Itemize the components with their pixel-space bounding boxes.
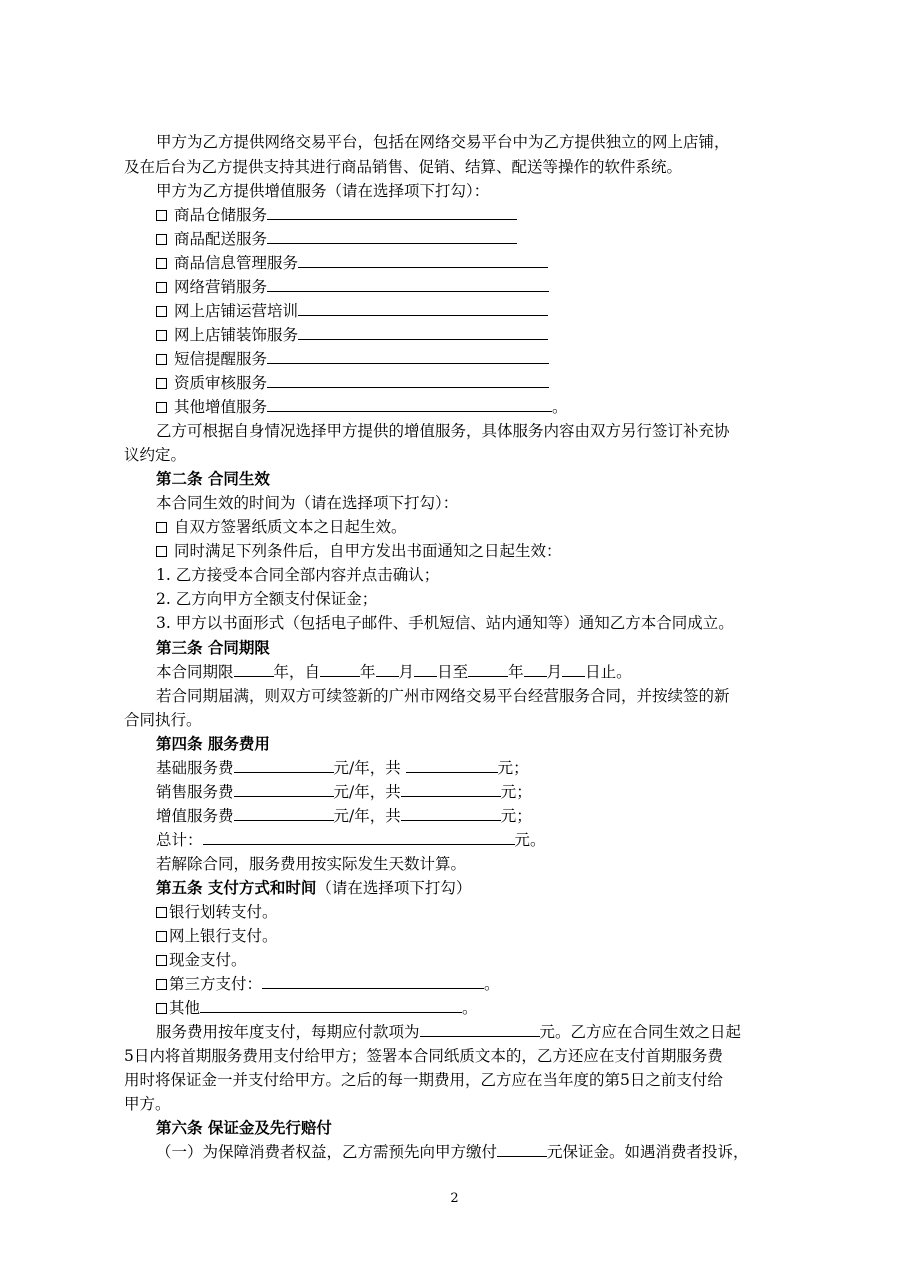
fill-blank [267,276,549,292]
checkbox[interactable] [156,546,167,557]
fee-row: 基础服务费 元/年，共 元； [156,759,529,777]
condition-2: 2. 乙方向甲方全额支付保证金； [156,590,378,608]
fill-blank [234,661,274,677]
intro-note-line-1: 乙方可根据自身情况选择甲方提供的增值服务，具体服务内容由双方另行签订补充协 [156,422,730,440]
payment-option[interactable]: 银行划转支付。 [124,900,791,924]
condition-1: 1. 乙方接受本合同全部内容并点击确认； [156,566,440,584]
checkbox[interactable] [156,378,167,389]
fill-blank [401,805,501,821]
fill-blank [203,829,515,845]
payment-para-line-2: 5日内将首期服务费用支付给甲方；签署本合同纸质文本的，乙方还应在支付首期服务费 [124,1047,723,1065]
payment-option[interactable]: 现金支付。 [124,948,791,972]
intro-line-2: 及在后台为乙方提供支持其进行商品销售、促销、结算、配送等操作的软件系统。 [124,158,683,176]
service-item[interactable] [124,275,791,299]
service-item[interactable] [124,371,791,395]
checkbox[interactable] [156,955,167,966]
checkbox[interactable] [156,210,167,221]
service-label: 网络营销服务 [174,278,268,296]
article-6-heading: 第六条 保证金及先行赔付 [156,1118,332,1137]
service-label: 资质审核服务 [174,374,268,392]
fill-blank [524,661,547,677]
article-2-heading: 第二条 合同生效 [156,469,270,488]
fill-blank [234,781,334,797]
intro-note-line-2: 议约定。 [124,446,187,464]
condition-3: 3. 甲方以书面形式（包括电子邮件、手机短信、站内通知等）通知乙方本合同成立。 [156,614,734,632]
term-line: 本合同期限 年，自 年 月 日至 年 月 日止。 [156,663,632,681]
fee-row: 销售服务费 元/年，共 元； [156,783,532,801]
payment-option[interactable]: 第三方支付： 。 [124,972,791,996]
service-label: 商品信息管理服务 [174,254,299,272]
deposit-para: （一）为保障消费者权益，乙方需预先向甲方缴付 元保证金。如遇消费者投诉， [156,1143,749,1161]
service-label: 网上店铺装饰服务 [174,326,299,344]
fill-blank [298,324,548,340]
service-label: 短信提醒服务 [174,350,268,368]
payment-option[interactable]: 网上银行支付。 [124,924,791,948]
fee-total: 总计： 元。 [156,831,546,849]
fill-blank [262,973,484,989]
payment-option[interactable]: 其他 。 [124,996,791,1020]
checkbox[interactable] [156,282,167,293]
fill-blank [267,372,549,388]
checkbox[interactable] [156,1003,167,1014]
value-added-lead: 甲方为乙方提供增值服务（请在选择项下打勾）： [156,182,490,200]
intro-line-1: 甲方为乙方提供网络交易平台，包括在网络交易平台中为乙方提供独立的网上店铺， [156,133,730,151]
fill-blank [414,661,437,677]
service-item[interactable] [124,227,791,251]
fill-blank [234,757,334,773]
effective-option-1[interactable]: 自双方签署纸质文本之日起生效。 [124,515,791,539]
fill-blank [401,781,501,797]
checkbox[interactable] [156,907,167,918]
service-item[interactable] [124,347,791,371]
fee-note: 若解除合同，服务费用按实际发生天数计算。 [156,855,467,873]
renewal-line-2: 合同执行。 [124,711,202,729]
article-2-lead: 本合同生效的时间为（请在选择项下打勾）： [156,494,459,512]
checkbox[interactable] [156,234,167,245]
service-label: 网上店铺运营培训 [174,302,299,320]
fill-blank [497,1141,547,1157]
renewal-line-1: 若合同期届满，则双方可续签新的广州市网络交易平台经营服务合同，并按续签的新 [156,687,730,705]
service-label: 商品仓储服务 [174,206,268,224]
payment-para-line-1: 服务费用按年度支付，每期应付款项为 元。乙方应在合同生效之日起 [156,1023,742,1041]
service-label: 商品配送服务 [174,230,268,248]
payment-para-line-3: 用时将保证金一并支付给甲方。之后的每一期费用，乙方应在当年度的第5日之前支付给 [124,1071,723,1089]
service-item[interactable] [124,299,791,323]
fill-blank [468,661,508,677]
payment-para-line-4: 甲方。 [124,1095,171,1113]
checkbox[interactable] [156,330,167,341]
fill-blank [267,204,517,220]
fill-blank [234,805,334,821]
fill-blank [298,300,548,316]
article-3-heading: 第三条 合同期限 [156,638,270,657]
fill-blank [267,348,549,364]
checkbox[interactable] [156,931,167,942]
service-item[interactable] [124,203,791,227]
fill-blank [562,661,585,677]
fill-blank [267,228,517,244]
effective-option-2[interactable]: 同时满足下列条件后，自甲方发出书面通知之日起生效： [124,539,791,563]
fill-blank [376,661,399,677]
service-item[interactable] [124,251,791,275]
service-item[interactable] [124,323,791,347]
fill-blank [320,661,360,677]
page-number: 2 [450,1191,459,1206]
fill-blank [420,1021,540,1037]
fill-blank [298,252,548,268]
article-5-heading: 第五条 支付方式和时间（请在选择项下打勾） [156,878,472,897]
checkbox[interactable] [156,306,167,317]
checkbox[interactable] [156,258,167,269]
checkbox[interactable] [156,402,167,413]
service-item[interactable]: 其他增值服务 。 [124,395,791,419]
checkbox[interactable] [156,354,167,365]
article-4-heading: 第四条 服务费用 [156,734,270,753]
checkbox[interactable] [156,522,167,533]
fill-blank [200,997,462,1013]
fee-row: 增值服务费 元/年，共 元； [156,807,532,825]
checkbox[interactable] [156,979,167,990]
service-label: 其他增值服务 [174,398,268,416]
fill-blank [267,396,552,412]
fill-blank [406,757,498,773]
